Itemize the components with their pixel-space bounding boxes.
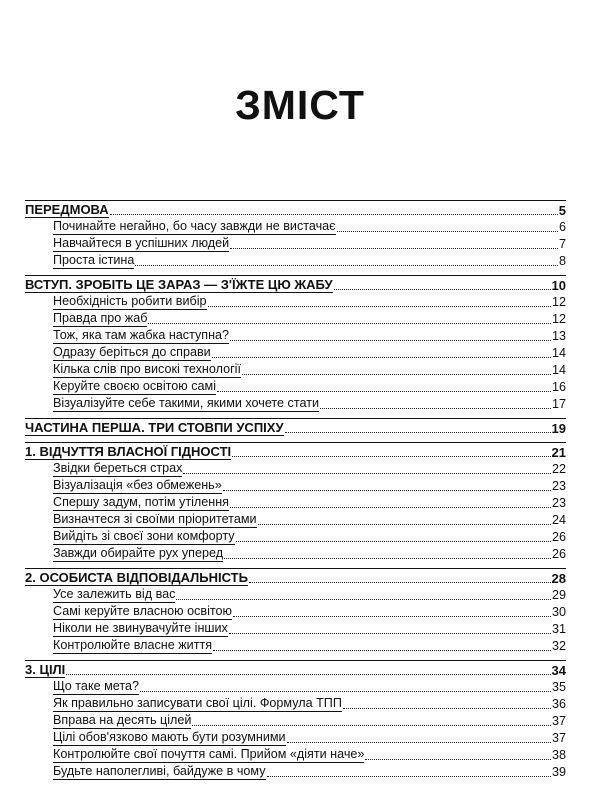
toc-section-part-one [25, 418, 566, 442]
toc-entry[interactable] [25, 293, 566, 310]
toc-page-number: 19 [551, 421, 566, 436]
toc-entry-text: Цілі обов'язково мають бути розумними [53, 730, 286, 744]
toc-entry-text: Спершу задум, потім утілення [53, 495, 229, 509]
toc-heading-text: 3. ЦІЛІ [25, 662, 66, 677]
toc-entry-text: Візуалізація «без обмежень» [53, 478, 222, 492]
dot-leader [217, 391, 551, 392]
dot-leader [183, 473, 551, 474]
toc-heading[interactable] [25, 201, 566, 218]
toc-page-number: 37 [551, 714, 566, 728]
toc-page-number: 23 [551, 496, 566, 510]
toc-page-number: 7 [558, 237, 566, 251]
toc-heading-text: 2. ОСОБИСТА ВІДПОВІДАЛЬНІСТЬ [25, 570, 248, 585]
toc-page-number: 24 [551, 513, 566, 527]
toc-page-number: 22 [551, 462, 566, 476]
dot-leader [140, 691, 551, 692]
toc-entry-text: Як правильно записувати свої цілі. Формула ТПП [53, 696, 342, 710]
toc-entry[interactable] [25, 477, 566, 494]
toc-heading-text: ЧАСТИНА ПЕРША. ТРИ СТОВПИ УСПІХУ [25, 420, 284, 435]
toc-page-number: 35 [551, 680, 566, 694]
toc-heading[interactable] [25, 443, 566, 460]
toc-heading-text: ВСТУП. ЗРОБІТЬ ЦЕ ЗАРАЗ — З'ЇЖТЕ ЦЮ ЖАБУ [25, 277, 333, 292]
dot-leader [176, 599, 551, 600]
toc-entry[interactable] [25, 235, 566, 252]
toc-section-preface [25, 200, 566, 275]
toc-entry-text: Проста істина [53, 253, 135, 267]
toc-entry-text: Візуалізуйте себе такими, якими хочете стати [53, 396, 319, 410]
toc-entry[interactable] [25, 620, 566, 637]
toc-page-number: 10 [551, 278, 566, 293]
toc-page-number: 14 [551, 346, 566, 360]
toc-entry[interactable] [25, 763, 566, 780]
dot-leader [230, 507, 551, 508]
toc-page-number: 13 [551, 329, 566, 343]
toc-entry-text: Тож, яка там жабка наступна? [53, 328, 230, 342]
toc-page-number: 5 [558, 203, 566, 218]
toc-entry[interactable] [25, 344, 566, 361]
toc-entry[interactable] [25, 545, 566, 562]
toc-entry[interactable] [25, 695, 566, 712]
toc-page-number: 8 [558, 254, 566, 268]
toc-page-number: 37 [551, 731, 566, 745]
toc-entry[interactable] [25, 511, 566, 528]
toc-entry-text: Починайте негайно, бо часу завжди не вистачає [53, 219, 336, 233]
toc-section-responsibility [25, 568, 566, 660]
dot-leader [110, 214, 558, 215]
toc-page-number: 26 [551, 530, 566, 544]
toc-entry-text: Що таке мета? [53, 679, 139, 693]
dot-leader [236, 541, 551, 542]
toc-heading-text: ПЕРЕДМОВА [25, 202, 109, 217]
toc-entry[interactable] [25, 310, 566, 327]
toc-page-number: 6 [558, 220, 566, 234]
toc-entry[interactable] [25, 603, 566, 620]
dot-leader [230, 248, 558, 249]
toc-entry-text: Вийдіть зі своєї зони комфорту [53, 529, 235, 543]
dot-leader [230, 340, 551, 341]
toc-entry-text: Кілька слів про високі технології [53, 362, 241, 376]
toc-page-number: 12 [551, 295, 566, 309]
toc-page-number: 38 [551, 748, 566, 762]
toc-page-number: 17 [551, 397, 566, 411]
toc-entry-text: Усе залежить від вас [53, 587, 176, 601]
toc-entry[interactable] [25, 712, 566, 729]
dot-leader [343, 708, 551, 709]
dot-leader [223, 490, 551, 491]
toc-page-number: 36 [551, 697, 566, 711]
toc-heading[interactable] [25, 569, 566, 586]
toc-entry[interactable] [25, 678, 566, 695]
toc-page-number: 34 [551, 663, 566, 678]
dot-leader [258, 524, 551, 525]
toc-entry-text: Завжди обирайте рух уперед [53, 546, 224, 560]
toc-section-goals [25, 660, 566, 780]
toc-entry[interactable] [25, 460, 566, 477]
dot-leader [192, 725, 551, 726]
dot-leader [320, 408, 551, 409]
toc-heading[interactable] [25, 419, 566, 436]
toc-entry-text: Контролюйте свої почуття самі. Прийом «діяти наче» [53, 747, 365, 761]
toc-entry[interactable] [25, 637, 566, 654]
toc-entry[interactable] [25, 378, 566, 395]
toc-page-number: 32 [551, 639, 566, 653]
toc-entry[interactable] [25, 395, 566, 412]
dot-leader [249, 582, 551, 583]
toc-entry[interactable] [25, 327, 566, 344]
toc-entry-text: Визначтеся зі своїми пріоритетами [53, 512, 257, 526]
toc-entry-text: Правда про жаб [53, 311, 148, 325]
toc-entry[interactable] [25, 361, 566, 378]
toc-page-number: 30 [551, 605, 566, 619]
toc-page-number: 16 [551, 380, 566, 394]
toc-entry[interactable] [25, 494, 566, 511]
toc-entry-text: Звідки береться страх [53, 461, 183, 475]
dot-leader [212, 357, 551, 358]
toc-entry-text: Ніколи не звинувачуйте інших [53, 621, 228, 635]
dot-leader [337, 231, 558, 232]
toc-section-introduction [25, 275, 566, 418]
toc-entry[interactable] [25, 218, 566, 235]
page-title: ЗМІСТ [235, 82, 365, 128]
toc-page-number: 23 [551, 479, 566, 493]
toc-page-number: 39 [551, 765, 566, 779]
dot-leader [66, 674, 550, 675]
dot-leader [135, 265, 558, 266]
dot-leader [365, 759, 551, 760]
toc-heading-text: 1. ВІДЧУТТЯ ВЛАСНОЇ ГІДНОСТІ [25, 444, 232, 459]
toc-entry[interactable] [25, 586, 566, 603]
toc-entry[interactable] [25, 528, 566, 545]
dot-leader [232, 456, 550, 457]
toc-entry-text: Навчайтеся в успішних людей [53, 236, 230, 250]
dot-leader [287, 742, 551, 743]
dot-leader [208, 306, 551, 307]
dot-leader [267, 776, 551, 777]
dot-leader [148, 323, 551, 324]
dot-leader [213, 650, 551, 651]
table-of-contents [25, 200, 566, 780]
toc-page-number: 28 [551, 571, 566, 586]
dot-leader [233, 616, 551, 617]
toc-entry-text: Керуйте своєю освітою самі [53, 379, 217, 393]
toc-entry[interactable] [25, 729, 566, 746]
dot-leader [285, 432, 551, 433]
toc-page-number: 26 [551, 547, 566, 561]
toc-entry[interactable] [25, 746, 566, 763]
toc-heading[interactable] [25, 276, 566, 293]
toc-page-number: 14 [551, 363, 566, 377]
toc-page-number: 12 [551, 312, 566, 326]
toc-entry-text: Вправа на десять цілей [53, 713, 192, 727]
dot-leader [229, 633, 551, 634]
dot-leader [224, 558, 551, 559]
dot-leader [334, 289, 551, 290]
toc-entry-text: Контролюйте власне життя [53, 638, 213, 652]
toc-entry[interactable] [25, 252, 566, 269]
toc-page-number: 31 [551, 622, 566, 636]
toc-page-number: 21 [551, 445, 566, 460]
toc-entry-text: Одразу беріться до справи [53, 345, 211, 359]
toc-page-number: 29 [551, 588, 566, 602]
toc-section-self-esteem [25, 442, 566, 568]
toc-entry-text: Будьте наполегливі, байдуже в чому [53, 764, 266, 778]
toc-heading[interactable] [25, 661, 566, 678]
dot-leader [242, 374, 551, 375]
toc-entry-text: Необхідність робити вибір [53, 294, 207, 308]
toc-entry-text: Самі керуйте власною освітою [53, 604, 232, 618]
